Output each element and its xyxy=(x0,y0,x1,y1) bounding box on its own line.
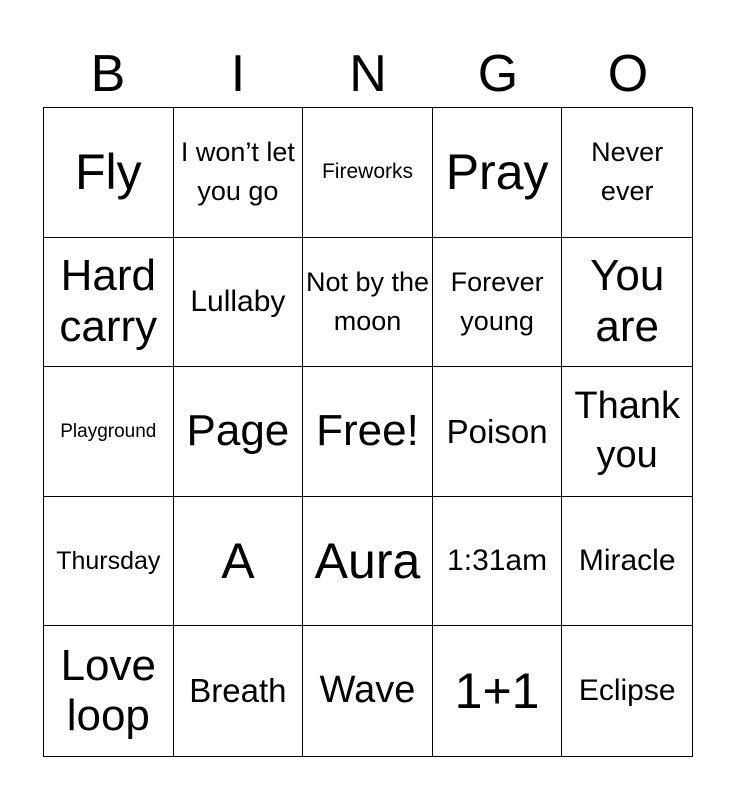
header-letter-n: N xyxy=(349,45,387,103)
bingo-cell[interactable] xyxy=(303,497,433,627)
bingo-cell[interactable] xyxy=(174,497,304,627)
bingo-cell[interactable] xyxy=(44,497,174,627)
cell-label: Lullaby xyxy=(190,284,286,318)
cell-label: Love loop xyxy=(60,640,156,741)
bingo-cell[interactable] xyxy=(562,497,692,627)
cell-label: 1:31am xyxy=(447,543,548,577)
bingo-cell[interactable] xyxy=(303,367,433,497)
cell-label: Not by the moon xyxy=(305,266,430,336)
bingo-cell[interactable] xyxy=(44,108,174,238)
cell-label: Breath xyxy=(189,672,287,710)
cell-label: Free! xyxy=(316,406,419,456)
bingo-cell[interactable] xyxy=(433,367,563,497)
header-letter-o: O xyxy=(607,45,649,103)
cell-label: Fireworks xyxy=(321,160,413,184)
cell-label: Pray xyxy=(445,143,549,200)
cell-label: Never ever xyxy=(591,137,664,207)
cell-label: Thursday xyxy=(56,546,161,575)
cell-label: Aura xyxy=(314,532,421,589)
cell-label: Forever young xyxy=(450,266,544,336)
header-letter-i: I xyxy=(230,45,246,103)
bingo-cell[interactable] xyxy=(174,238,304,368)
cell-label: Thank you xyxy=(574,385,680,477)
bingo-cell[interactable] xyxy=(562,367,692,497)
bingo-board xyxy=(43,107,693,757)
bingo-cell[interactable] xyxy=(174,367,304,497)
cell-label: Poison xyxy=(446,412,548,450)
header-letter-b: B xyxy=(90,45,126,103)
cell-label: Fly xyxy=(74,143,142,200)
cell-label: Miracle xyxy=(578,543,676,577)
cell-label: Hard carry xyxy=(59,251,158,351)
bingo-cell[interactable] xyxy=(562,238,692,368)
cell-label: You are xyxy=(590,251,665,351)
bingo-cell[interactable] xyxy=(433,238,563,368)
bingo-cell[interactable] xyxy=(562,626,692,756)
cell-label: 1+1 xyxy=(454,662,540,719)
cell-label: Playground xyxy=(60,420,157,442)
bingo-header xyxy=(43,42,693,106)
bingo-cell[interactable] xyxy=(44,367,174,497)
cell-label: Eclipse xyxy=(578,673,676,707)
bingo-cell[interactable] xyxy=(44,626,174,756)
bingo-cell[interactable] xyxy=(303,108,433,238)
bingo-cell[interactable] xyxy=(174,108,304,238)
header-letter-g: G xyxy=(477,45,519,103)
cell-label: A xyxy=(221,532,255,589)
cell-label: I won’t let you go xyxy=(180,137,295,207)
cell-label: Page xyxy=(186,406,290,456)
bingo-cell[interactable] xyxy=(433,497,563,627)
bingo-cell[interactable] xyxy=(303,238,433,368)
bingo-cell[interactable] xyxy=(303,626,433,756)
bingo-cell[interactable] xyxy=(433,108,563,238)
bingo-cell[interactable] xyxy=(562,108,692,238)
bingo-cell[interactable] xyxy=(433,626,563,756)
bingo-cell[interactable] xyxy=(174,626,304,756)
bingo-cell[interactable] xyxy=(44,238,174,368)
cell-label: Wave xyxy=(319,669,416,712)
